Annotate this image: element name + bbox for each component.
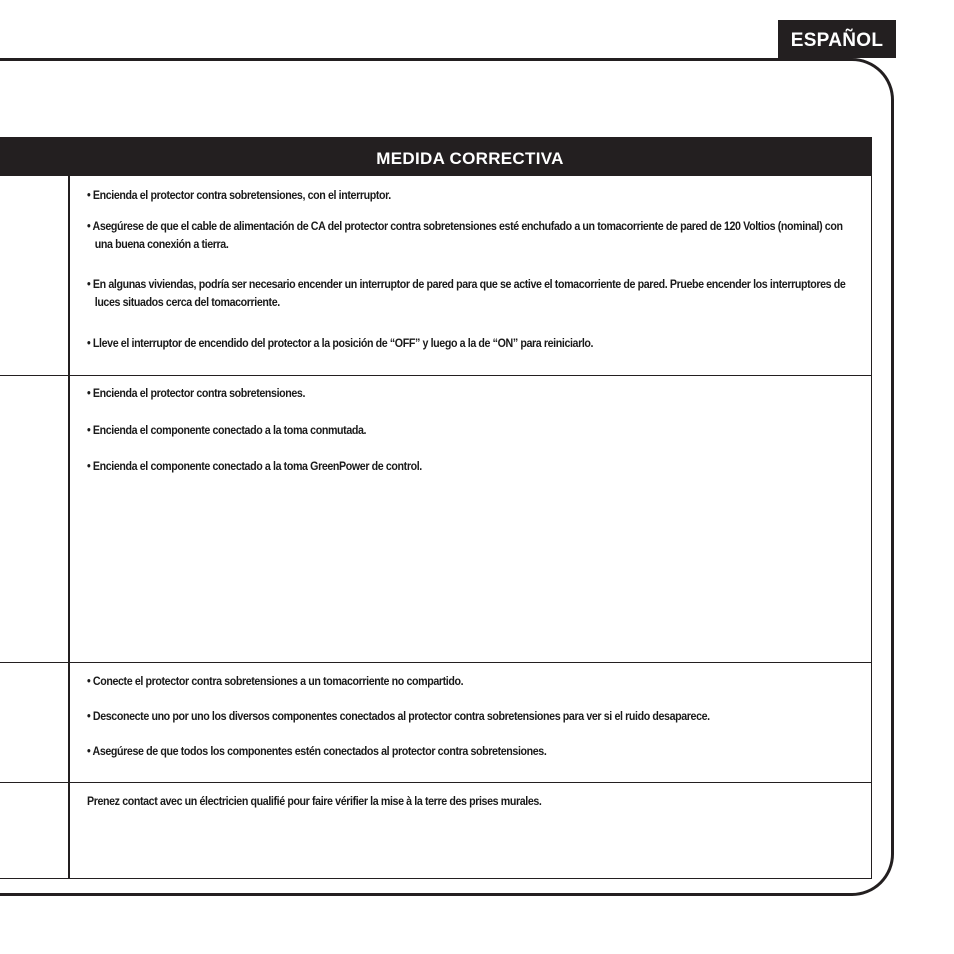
list-item: • Encienda el componente conectado a la toma conmutada. — [87, 423, 367, 437]
table-row — [0, 662, 871, 782]
table-row — [0, 375, 871, 662]
list-item: • Encienda el protector contra sobretensiones. — [87, 386, 306, 400]
list-item: • En algunas viviendas, podría ser necesario encender un interruptor de pared para que se active el tomacorriente de pared. Pruebe encender los interruptores de luces situados cerca del tomacorriente. — [87, 277, 846, 309]
list-item: • Encienda el protector contra sobretensiones, con el interruptor. — [87, 188, 391, 202]
list-item: • Desconecte uno por uno los diversos componentes conectados al protector contra sobretensiones para ver si el ruido desaparece. — [87, 709, 710, 723]
troubleshooting-table — [0, 137, 872, 879]
list-item: • Encienda el componente conectado a la toma GreenPower de control. — [87, 459, 422, 473]
list-item: • Asegúrese de que todos los componentes estén conectados al protector contra sobretensiones. — [87, 744, 547, 758]
table-row — [0, 782, 871, 878]
table-header — [0, 138, 871, 176]
list-item: • Conecte el protector contra sobretensiones a un tomacorriente no compartido. — [87, 674, 464, 688]
column-header-corrective-action: MEDIDA CORRECTIVA — [376, 149, 564, 168]
language-tab: ESPAÑOL — [778, 20, 896, 58]
list-item: Prenez contact avec un électricien qualifié pour faire vérifier la mise à la terre des prises murales. — [87, 794, 542, 808]
table-row — [0, 176, 871, 375]
list-item: • Lleve el interruptor de encendido del protector a la posición de “OFF” y luego a la de “ON” para reiniciarlo. — [87, 336, 594, 350]
list-item: • Asegúrese de que el cable de alimentación de CA del protector contra sobretensiones esté enchufado a un tomacorriente de pared de 120 Voltios (nominal) con una buena conexión a tierra. — [87, 219, 843, 251]
